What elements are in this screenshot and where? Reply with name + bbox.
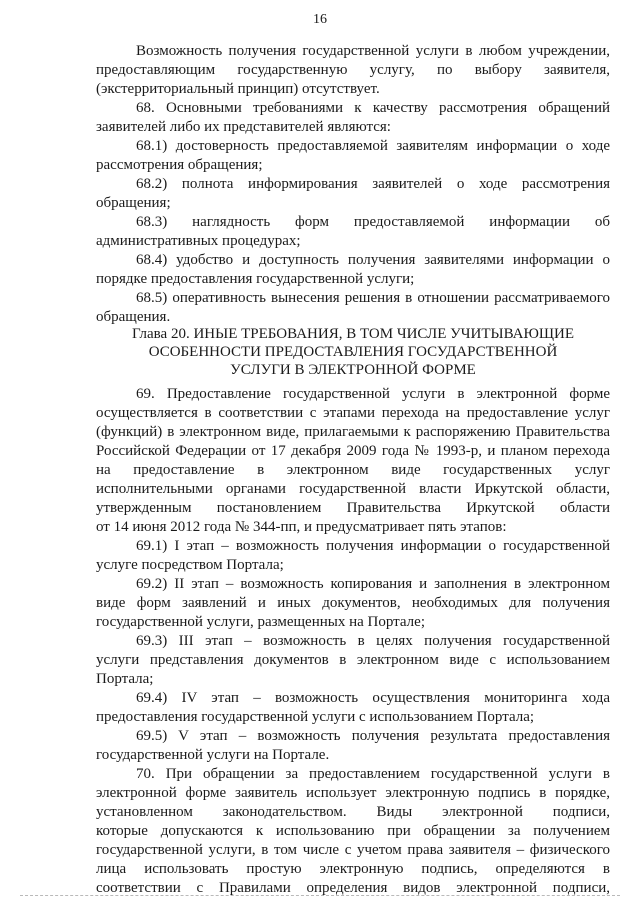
text-line: заявителей либо их представителей являются: xyxy=(96,119,391,135)
text-line: Возможность получения государственной услуги в любом учреждении, xyxy=(136,43,610,59)
requirements-paragraph xyxy=(96,99,610,137)
text-line: 68.5) оперативность вынесения решения в отношении рассматриваемого xyxy=(136,290,610,306)
requirements-paragraph xyxy=(96,213,610,251)
text-line: предоставления государственной услуги с использованием Портала; xyxy=(96,709,535,725)
text-line: электронной форме заявитель использует электронную подпись в порядке, xyxy=(96,785,610,801)
text-line: установленном законодательством. Виды электронной подписи, xyxy=(96,804,610,820)
text-line: обращения. xyxy=(96,309,171,325)
chapter-heading xyxy=(96,325,610,379)
text-line: соответствии с Правилами определения видов электронной подписи, xyxy=(96,880,610,896)
text-line: услуги представления документов в электронном виде с использованием xyxy=(96,652,610,668)
text-line: порядке предоставления государственной услуги; xyxy=(96,271,415,287)
text-line: которые допускаются к использованию при обращении за получением xyxy=(96,823,610,839)
text-line: государственной услуги, в том числе с учетом права заявителя – физического xyxy=(96,842,610,858)
text-line: государственной услуги, размещенных на Портале; xyxy=(96,614,425,630)
text-line: услуге посредством Портала; xyxy=(96,557,284,573)
section-electronic-form xyxy=(96,385,610,898)
electronic-form-paragraph xyxy=(96,537,610,575)
electronic-form-paragraph xyxy=(96,385,610,537)
text-line: 69.3) III этап – возможность в целях получения государственной xyxy=(136,633,610,649)
text-line: рассмотрения обращения; xyxy=(96,157,263,173)
text-line: государственной услуги на Портале. xyxy=(96,747,330,763)
text-line: 68.3) наглядность форм предоставляемой информации об xyxy=(136,214,610,230)
text-line: 68.2) полнота информирования заявителей о ходе рассмотрения xyxy=(136,176,610,192)
text-line: административных процедурах; xyxy=(96,233,301,249)
text-line: Российской Федерации от 17 декабря 2009 года № 1993-р, и планом перехода xyxy=(96,443,610,459)
scan-edge-artifact xyxy=(20,895,620,896)
text-line: утвержденным постановлением Правительства Иркутской области xyxy=(96,500,610,516)
text-line: лица использовать простую электронную подпись, определяются в xyxy=(96,861,610,877)
electronic-form-paragraph xyxy=(96,689,610,727)
text-line: осуществляется в соответствии с этапами перехода на предоставление услуг xyxy=(96,405,610,421)
requirements-paragraph xyxy=(96,137,610,175)
electronic-form-paragraph xyxy=(96,727,610,765)
text-line: 69.4) IV этап – возможность осуществления мониторинга хода xyxy=(136,690,610,706)
text-line: (экстерриториальный принцип) отсутствует. xyxy=(96,81,380,97)
text-line: 68.4) удобство и доступность получения заявителями информации о xyxy=(136,252,610,268)
chapter-heading-line: ОСОБЕННОСТИ ПРЕДОСТАВЛЕНИЯ ГОСУДАРСТВЕННОЙ xyxy=(148,344,558,360)
text-line: предоставляющим государственную услугу, по выбору заявителя, xyxy=(96,62,610,78)
electronic-form-paragraph xyxy=(96,575,610,632)
text-line: на предоставление в электронном виде государственных услуг xyxy=(96,462,610,478)
text-line: 68. Основными требованиями к качеству рассмотрения обращений xyxy=(136,100,610,116)
page-number: 16 xyxy=(313,12,327,27)
chapter-heading-line: УСЛУГИ В ЭЛЕКТРОННОЙ ФОРМЕ xyxy=(230,362,476,378)
text-line: 69.1) I этап – возможность получения информации о государственной xyxy=(136,538,610,554)
text-line: 69. Предоставление государственной услуги в электронной форме xyxy=(136,386,610,402)
text-line: исполнительными органами государственной власти Иркутской области, xyxy=(96,481,610,497)
chapter-heading-line: Глава 20. ИНЫЕ ТРЕБОВАНИЯ, В ТОМ ЧИСЛЕ УЧИТЫВАЮЩИЕ xyxy=(131,326,575,342)
requirements-paragraph xyxy=(96,42,610,99)
text-line: 68.1) достоверность предоставляемой заявителям информации о ходе xyxy=(136,138,610,154)
requirements-paragraph xyxy=(96,251,610,289)
text-line: 69.2) II этап – возможность копирования и заполнения в электронном xyxy=(136,576,610,592)
electronic-form-paragraph xyxy=(96,632,610,689)
text-line: 70. При обращении за предоставлением государственной услуги в xyxy=(136,766,610,782)
electronic-form-paragraph xyxy=(96,765,610,898)
text-line: виде форм заявлений и иных документов, необходимых для получения xyxy=(96,595,610,611)
requirements-paragraph xyxy=(96,175,610,213)
text-line: Портала; xyxy=(96,671,154,687)
section-requirements xyxy=(96,42,610,327)
text-line: обращения; xyxy=(96,195,171,211)
text-line: (функций) в электронном виде, прилагаемыми к распоряжению Правительства xyxy=(96,424,610,440)
text-line: от 14 июня 2012 года № 344-пп, и предусматривает пять этапов: xyxy=(96,519,507,535)
text-line: 69.5) V этап – возможность получения результата предоставления xyxy=(136,728,610,744)
requirements-paragraph xyxy=(96,289,610,327)
